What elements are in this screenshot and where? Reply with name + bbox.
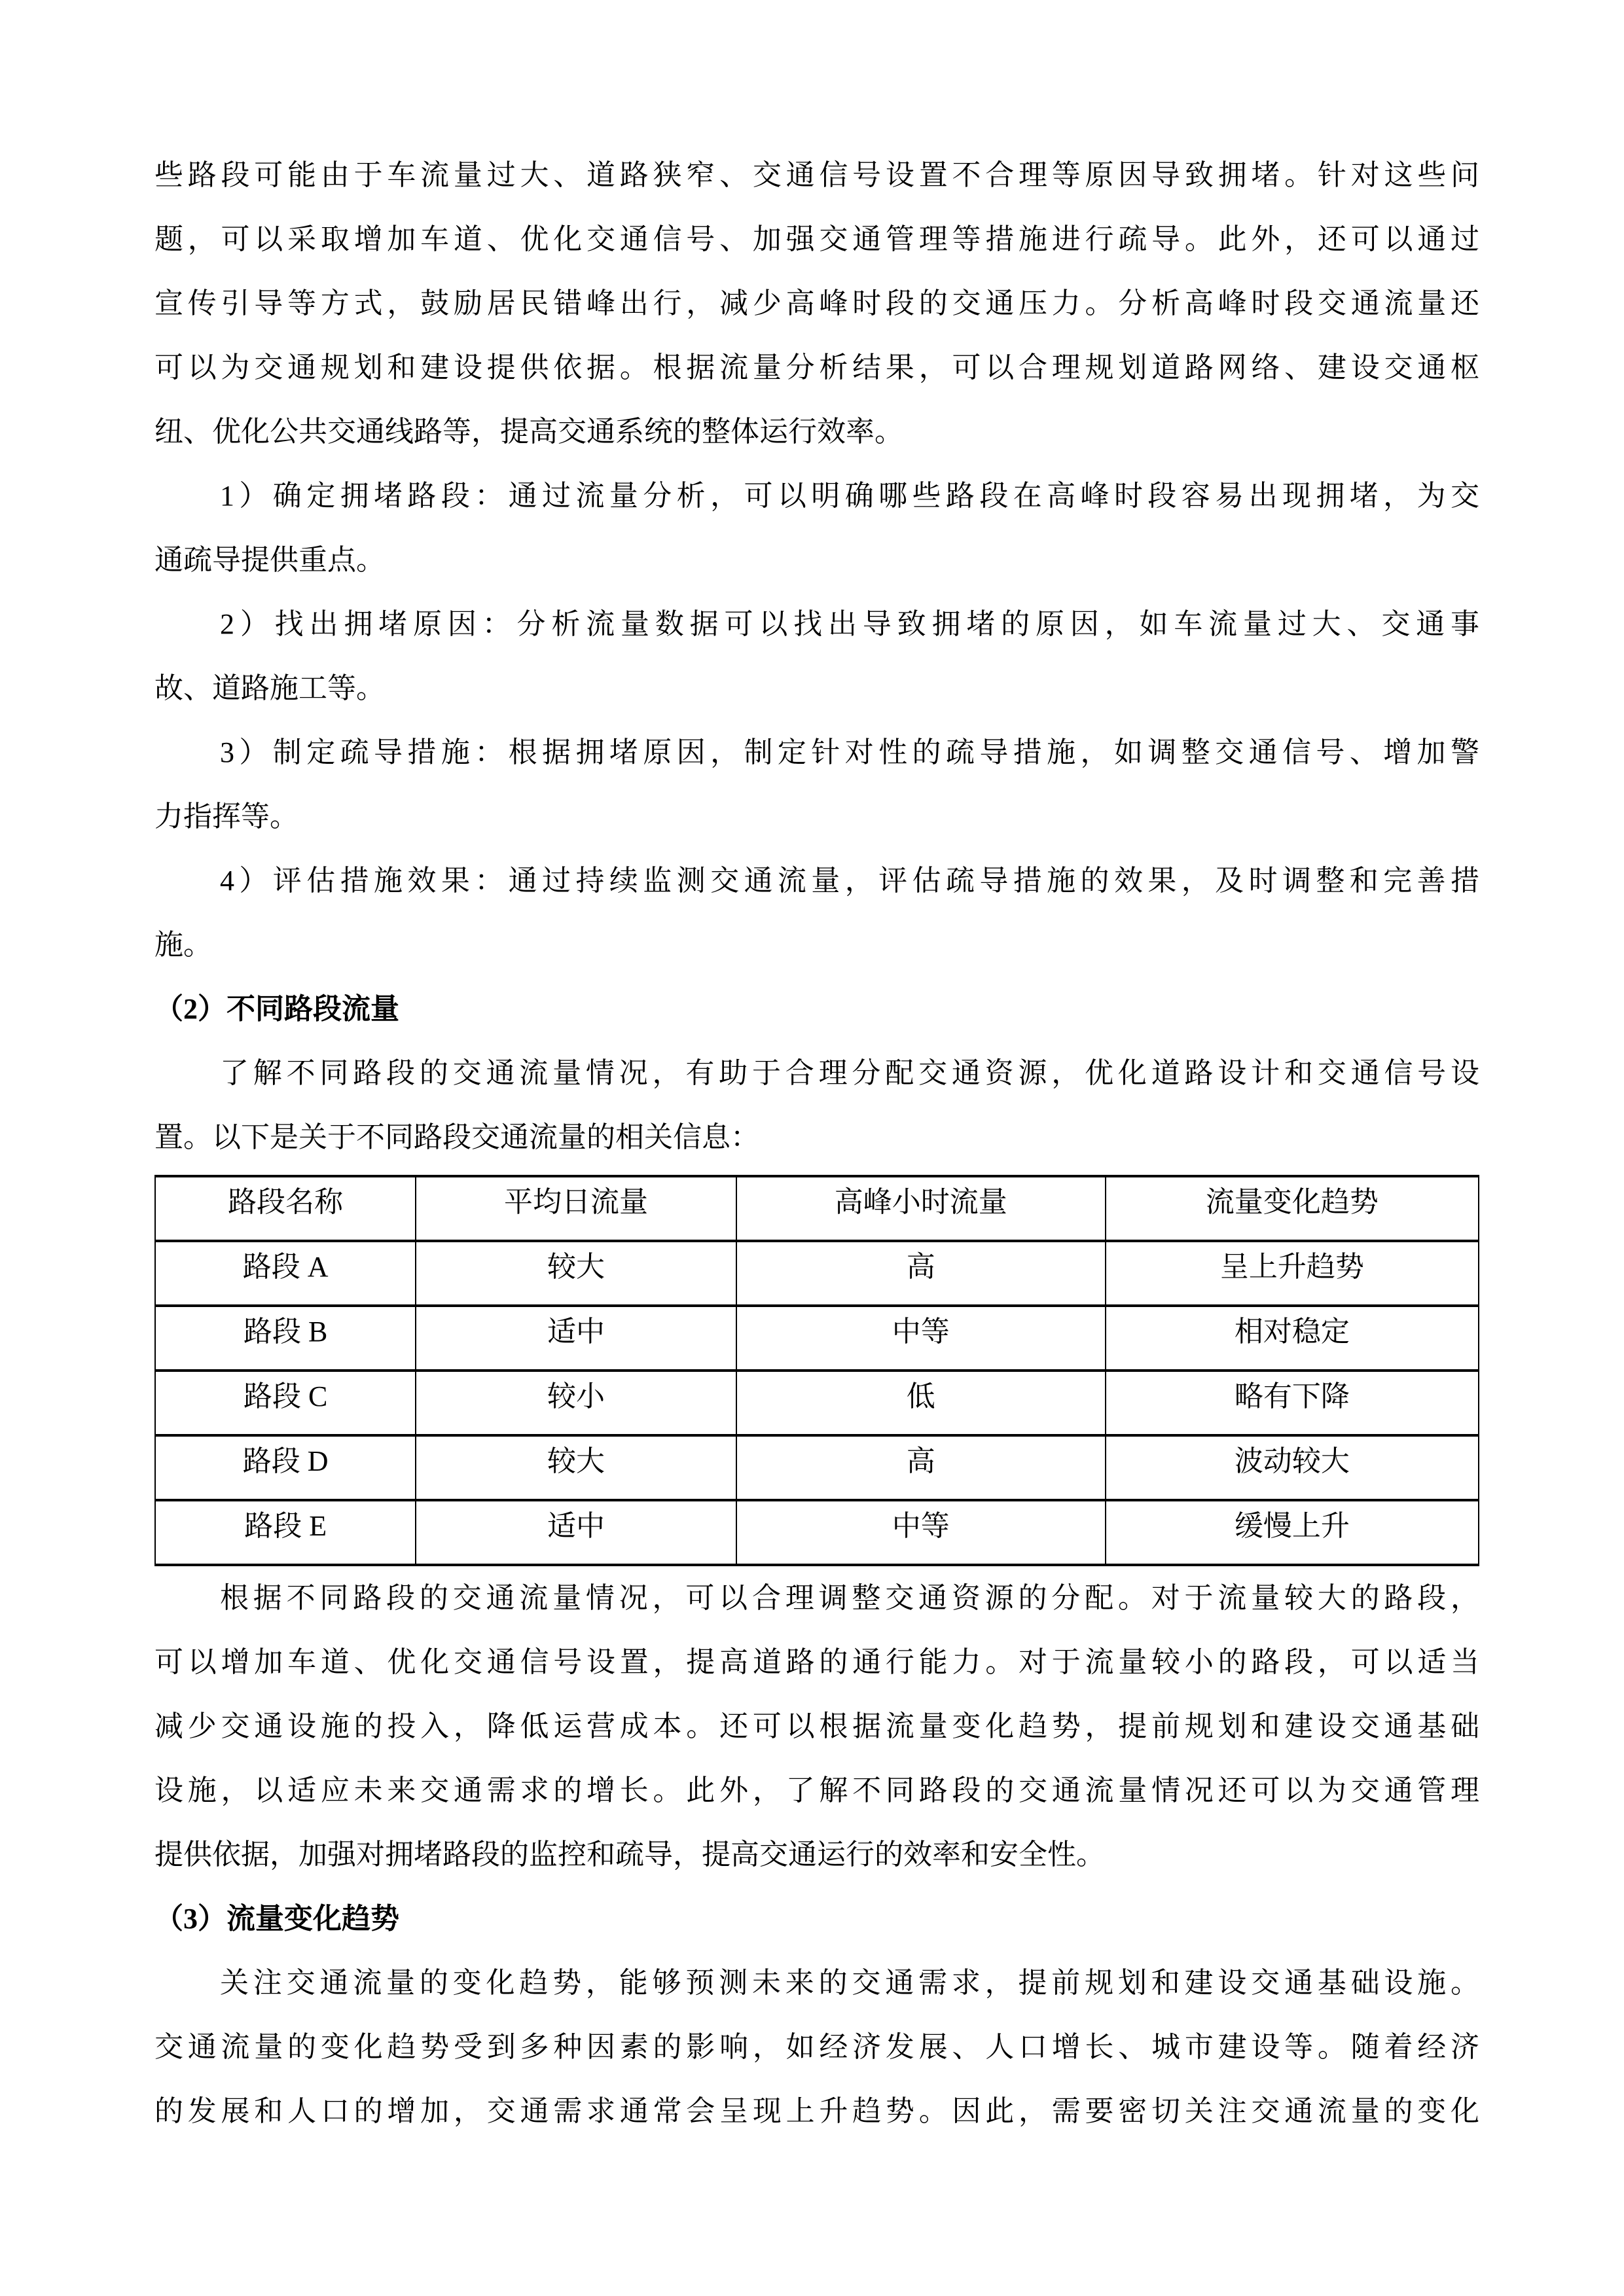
list-item-line: 施。	[154, 929, 212, 961]
para-section2-intro	[154, 1041, 1479, 1170]
section-3-heading: （3）流量变化趋势	[154, 1903, 399, 1935]
section-2-heading: （2）不同路段流量	[154, 993, 399, 1025]
body-line: 可以为交通规划和建设提供依据。根据流量分析结果，可以合理规划道路网络、建设交通枢	[154, 351, 1479, 384]
body-line: 关注交通流量的变化趋势，能够预测未来的交通需求，提前规划和建设交通基础设施。	[220, 1967, 1479, 1999]
list-item-line: 通疏导提供重点。	[154, 544, 385, 576]
table-cell: 中等	[736, 1306, 1106, 1371]
table-cell: 适中	[416, 1500, 736, 1565]
table-cell: 路段 C	[155, 1371, 416, 1435]
table-cell: 高	[736, 1241, 1106, 1306]
body-line: 宣传引导等方式，鼓励居民错峰出行，减少高峰时段的交通压力。分析高峰时段交通流量还	[154, 287, 1479, 319]
table-row	[155, 1371, 1479, 1435]
body-line: 交通流量的变化趋势受到多种因素的影响，如经济发展、人口增长、城市建设等。随着经济	[154, 2031, 1479, 2063]
table-header-cell: 平均日流量	[416, 1176, 736, 1241]
body-line: 纽、优化公共交通线路等，提高交通系统的整体运行效率。	[154, 416, 903, 448]
para-continuation	[154, 143, 1479, 464]
table-cell: 路段 D	[155, 1435, 416, 1500]
list-item-line: 故、道路施工等。	[154, 672, 385, 704]
ordered-item-3	[154, 721, 1479, 849]
table-row	[155, 1306, 1479, 1371]
table-cell: 相对稳定	[1106, 1306, 1479, 1371]
body-line: 减少交通设施的投入，降低运营成本。还可以根据流量变化趋势，提前规划和建设交通基础	[154, 1710, 1479, 1742]
table-cell: 缓慢上升	[1106, 1500, 1479, 1565]
para-section3	[154, 1951, 1479, 2144]
table-cell: 较小	[416, 1371, 736, 1435]
table-row	[155, 1435, 1479, 1500]
table-cell: 呈上升趋势	[1106, 1241, 1479, 1306]
list-item-line: 力指挥等。	[154, 800, 298, 833]
table-cell: 路段 E	[155, 1500, 416, 1565]
para-after-table	[154, 1566, 1479, 1887]
table-cell: 较大	[416, 1435, 736, 1500]
table-cell: 适中	[416, 1306, 736, 1371]
body-line: 题，可以采取增加车道、优化交通信号、加强交通管理等措施进行疏导。此外，还可以通过	[154, 223, 1479, 255]
table-row	[155, 1241, 1479, 1306]
body-line: 置。以下是关于不同路段交通流量的相关信息：	[154, 1121, 759, 1153]
ordered-item-1	[154, 464, 1479, 592]
table-header-cell: 流量变化趋势	[1106, 1176, 1479, 1241]
body-line: 了解不同路段的交通流量情况，有助于合理分配交通资源，优化道路设计和交通信号设	[220, 1057, 1479, 1089]
ordered-item-2	[154, 592, 1479, 721]
table-cell: 低	[736, 1371, 1106, 1435]
table-header-row	[155, 1176, 1479, 1241]
list-item-line: 3）制定疏导措施：根据拥堵原因，制定针对性的疏导措施，如调整交通信号、增加警	[220, 736, 1479, 768]
table-cell: 路段 A	[155, 1241, 416, 1306]
table-cell: 略有下降	[1106, 1371, 1479, 1435]
body-line: 设施，以适应未来交通需求的增长。此外，了解不同路段的交通流量情况还可以为交通管理	[154, 1774, 1479, 1806]
table-header-cell: 路段名称	[155, 1176, 416, 1241]
body-line: 些路段可能由于车流量过大、道路狭窄、交通信号设置不合理等原因导致拥堵。针对这些问	[154, 159, 1479, 191]
table-cell: 中等	[736, 1500, 1106, 1565]
traffic-flow-table	[154, 1175, 1479, 1566]
page-content	[154, 143, 1479, 2144]
table-cell: 较大	[416, 1241, 736, 1306]
list-item-line: 2）找出拥堵原因：分析流量数据可以找出导致拥堵的原因，如车流量过大、交通事	[220, 608, 1479, 640]
list-item-line: 4）评估措施效果：通过持续监测交通流量，评估疏导措施的效果，及时调整和完善措	[220, 865, 1479, 897]
table-header-cell: 高峰小时流量	[736, 1176, 1106, 1241]
table-cell: 路段 B	[155, 1306, 416, 1371]
table-row	[155, 1500, 1479, 1565]
ordered-item-4	[154, 849, 1479, 977]
table-cell: 波动较大	[1106, 1435, 1479, 1500]
table-cell: 高	[736, 1435, 1106, 1500]
body-line: 的发展和人口的增加，交通需求通常会呈现上升趋势。因此，需要密切关注交通流量的变化	[154, 2095, 1479, 2127]
body-line: 提供依据，加强对拥堵路段的监控和疏导，提高交通运行的效率和安全性。	[154, 1839, 1105, 1871]
list-item-line: 1）确定拥堵路段：通过流量分析，可以明确哪些路段在高峰时段容易出现拥堵，为交	[220, 480, 1479, 512]
body-line: 可以增加车道、优化交通信号设置，提高道路的通行能力。对于流量较小的路段，可以适当	[154, 1646, 1479, 1678]
body-line: 根据不同路段的交通流量情况，可以合理调整交通资源的分配。对于流量较大的路段，	[220, 1582, 1479, 1614]
